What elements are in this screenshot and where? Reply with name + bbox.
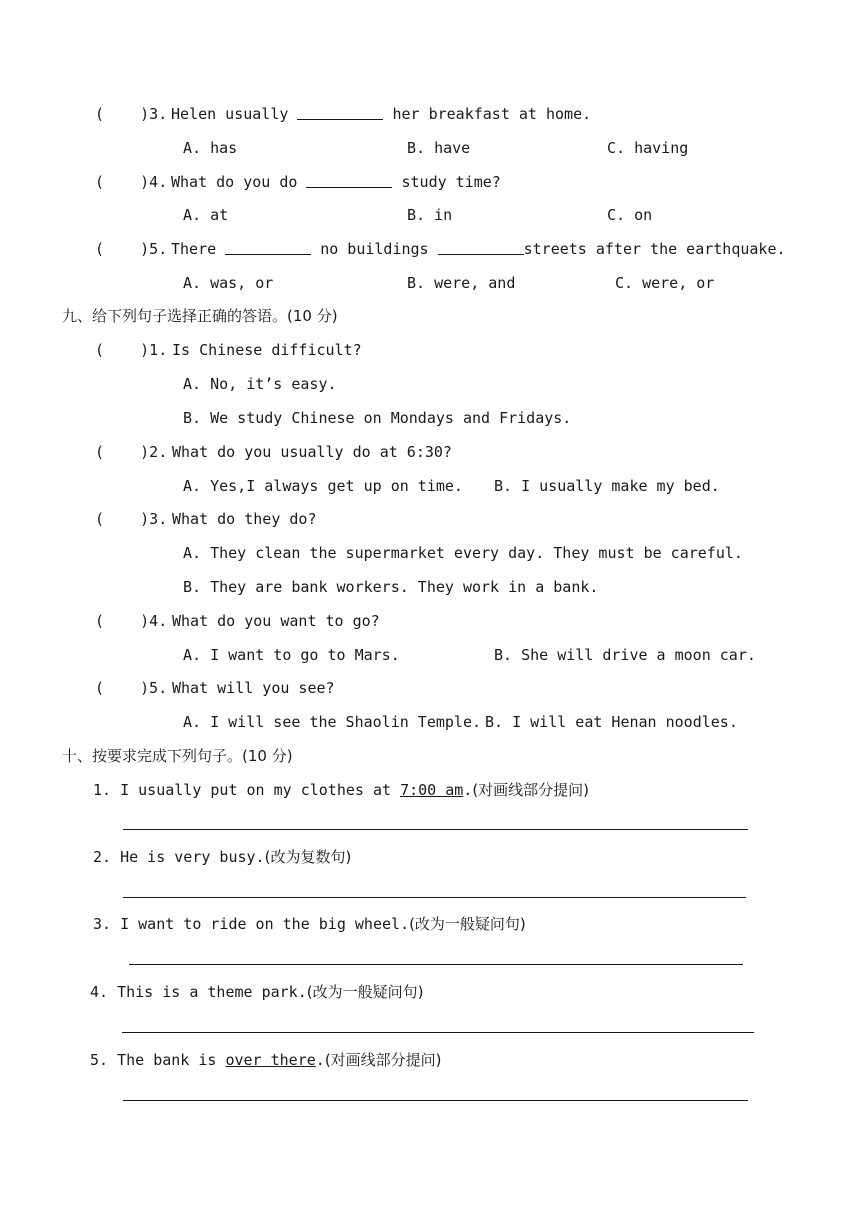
option-b: B. were, and	[407, 274, 516, 292]
question-text: no buildings	[311, 240, 438, 258]
sentence-text: I want to ride on the big wheel.	[120, 915, 410, 933]
option-b: B. She will drive a moon car.	[494, 646, 756, 664]
question-text: What do you do	[171, 173, 307, 191]
item-number: 2.	[93, 848, 112, 866]
option-b: B. have	[407, 139, 471, 157]
fill-blank[interactable]	[306, 172, 392, 188]
question-text: What do they do?	[172, 510, 317, 528]
option-a: A. was, or	[183, 274, 274, 292]
answer-paren[interactable]: ( )2.	[95, 443, 168, 461]
option-a: A. No, it’s easy.	[183, 375, 337, 393]
option-a: A. at	[183, 206, 229, 224]
answer-line[interactable]	[129, 964, 743, 965]
question-text: her breakfast at home.	[383, 105, 592, 123]
option-a: A. They clean the supermarket every day. They must be careful.	[183, 544, 743, 562]
sentence-text: .	[463, 781, 473, 799]
option-b: B. I will eat Henan noodles.	[485, 713, 738, 731]
item-number: 4.	[90, 983, 109, 1001]
answer-line[interactable]	[122, 1032, 754, 1033]
question-text: Helen usually	[171, 105, 298, 123]
instruction-text: (对画线部分提问)	[324, 1051, 442, 1069]
instruction-text: (改为复数句)	[264, 848, 352, 866]
section-title: 九、给下列句子选择正确的答语。(10 分)	[62, 307, 338, 325]
question-text: What will you see?	[172, 679, 335, 697]
question-3	[171, 104, 591, 124]
sentence-text: I usually put on my clothes at	[120, 781, 401, 799]
option-a: A. I will see the Shaolin Temple.	[183, 713, 482, 731]
section-title: 十、按要求完成下列句子。(10 分)	[62, 747, 293, 765]
instruction-text: (改为一般疑问句)	[409, 915, 526, 933]
option-b: B. We study Chinese on Mondays and Fridays.	[183, 409, 572, 427]
question-text: What do you usually do at 6:30?	[172, 443, 452, 461]
answer-paren[interactable]: ( )4.	[95, 612, 168, 630]
answer-line[interactable]	[123, 1100, 748, 1101]
instruction-text: (对画线部分提问)	[472, 781, 590, 799]
answer-paren[interactable]: ( )3.	[95, 105, 168, 123]
sentence-text: He is very busy.	[120, 848, 265, 866]
question-text: Is Chinese difficult?	[172, 341, 362, 359]
option-c: C. were, or	[615, 274, 715, 292]
fill-blank[interactable]	[438, 239, 524, 255]
option-a: A. Yes,I always get up on time.	[183, 477, 463, 495]
option-a: A. I want to go to Mars.	[183, 646, 400, 664]
fill-blank[interactable]	[225, 239, 311, 255]
question-text: There	[171, 240, 226, 258]
option-c: C. having	[607, 139, 689, 157]
underlined-text: over there	[225, 1051, 316, 1069]
underlined-text: 7:00 am	[400, 781, 464, 799]
rewrite-item-4	[90, 982, 423, 1002]
question-text: What do you want to go?	[172, 612, 380, 630]
answer-paren[interactable]: ( )4.	[95, 173, 168, 191]
option-b: B. I usually make my bed.	[494, 477, 720, 495]
item-number: 3.	[93, 915, 112, 933]
answer-line[interactable]	[123, 897, 746, 898]
item-number: 1.	[93, 781, 112, 799]
option-a: A. has	[183, 139, 238, 157]
rewrite-item-3	[93, 914, 526, 934]
sentence-text: The bank is	[117, 1051, 226, 1069]
question-text: study time?	[392, 173, 501, 191]
instruction-text: (改为一般疑问句)	[306, 983, 424, 1001]
option-c: C. on	[607, 206, 653, 224]
sentence-text: .	[315, 1051, 325, 1069]
answer-line[interactable]	[123, 829, 748, 830]
answer-paren[interactable]: ( )3.	[95, 510, 168, 528]
question-4	[171, 172, 501, 192]
rewrite-item-5	[90, 1050, 442, 1070]
question-text: streets after the earthquake.	[523, 240, 786, 258]
rewrite-item-2	[93, 847, 351, 867]
answer-paren[interactable]: ( )5.	[95, 679, 168, 697]
sentence-text: This is a theme park.	[117, 983, 307, 1001]
rewrite-item-1	[93, 780, 589, 800]
option-b: B. in	[407, 206, 453, 224]
item-number: 5.	[90, 1051, 109, 1069]
answer-paren[interactable]: ( )5.	[95, 240, 168, 258]
answer-paren[interactable]: ( )1.	[95, 341, 168, 359]
question-5	[171, 239, 786, 259]
fill-blank[interactable]	[297, 104, 383, 120]
option-b: B. They are bank workers. They work in a bank.	[183, 578, 599, 596]
